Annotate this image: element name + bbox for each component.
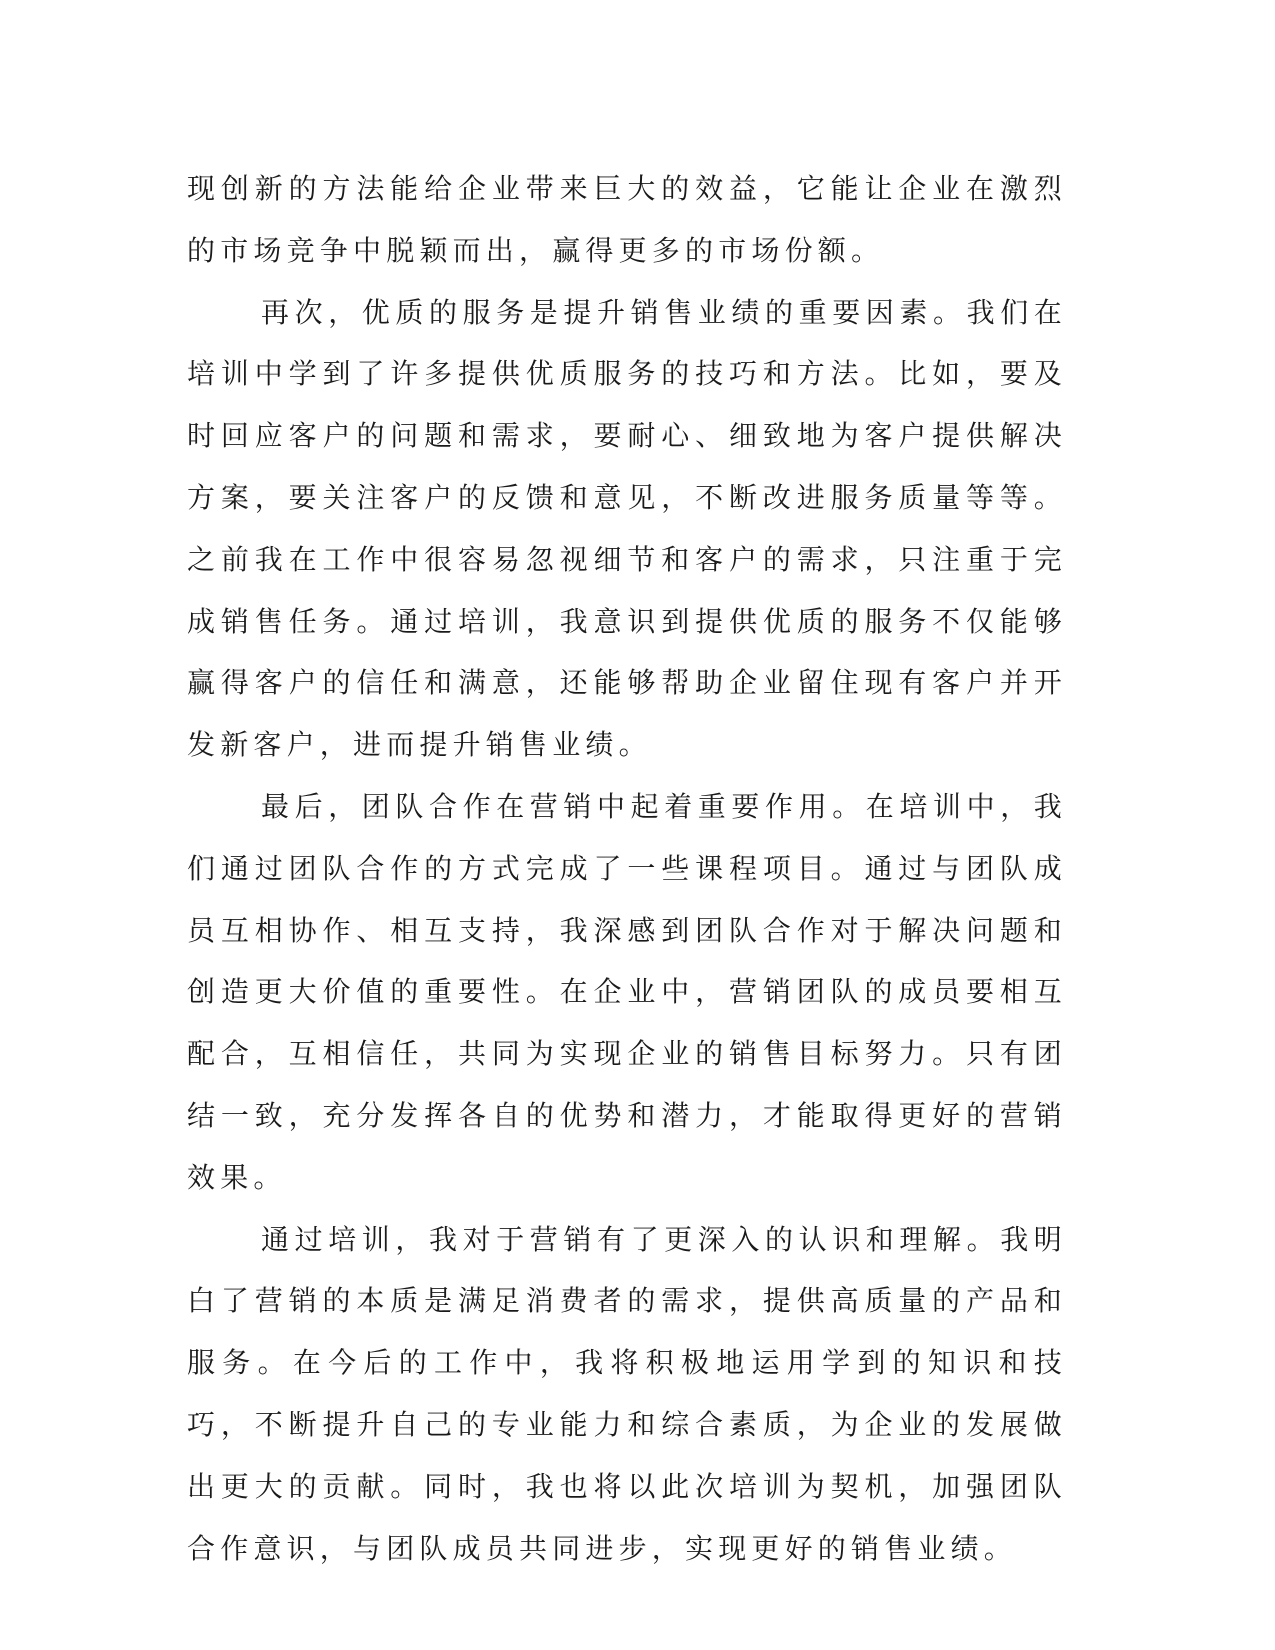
paragraph-service: 再次，优质的服务是提升销售业绩的重要因素。我们在培训中学到了许多提供优质服务的技巧和方法。比如，要及时回应客户的问题和需求，要耐心、细致地为客户提供解决方案，要关注客户的反馈和意见，不断改进服务质量等等。之前我在工作中很容易忽视细节和客户的需求，只注重于完成销售任务。通过培训，我意识到提供优质的服务不仅能够赢得客户的信任和满意，还能够帮助企业留住现有客户并开发新客户，进而提升销售业绩。: [187, 295, 1067, 762]
paragraph-conclusion: 通过培训，我对于营销有了更深入的认识和理解。我明白了营销的本质是满足消费者的需求，提供高质量的产品和服务。在今后的工作中，我将积极地运用学到的知识和技巧，不断提升自己的专业能力和综合素质，为企业的发展做出更大的贡献。同时，我也将以此次培训为契机，加强团队合作意识，与团队成员共同进步，实现更好的销售业绩。: [187, 1222, 1067, 1565]
paragraph-teamwork: 最后，团队合作在营销中起着重要作用。在培训中，我们通过团队合作的方式完成了一些课程项目。通过与团队成员互相协作、相互支持，我深感到团队合作对于解决问题和创造更大价值的重要性。在企业中，营销团队的成员要相互配合，互相信任，共同为实现企业的销售目标努力。只有团结一致，充分发挥各自的优势和潜力，才能取得更好的营销效果。: [187, 789, 1067, 1194]
paragraph-continuation: 现创新的方法能给企业带来巨大的效益，它能让企业在激烈的市场竞争中脱颖而出，赢得更多的市场份额。: [187, 172, 1067, 267]
document-body: [187, 158, 1067, 1579]
